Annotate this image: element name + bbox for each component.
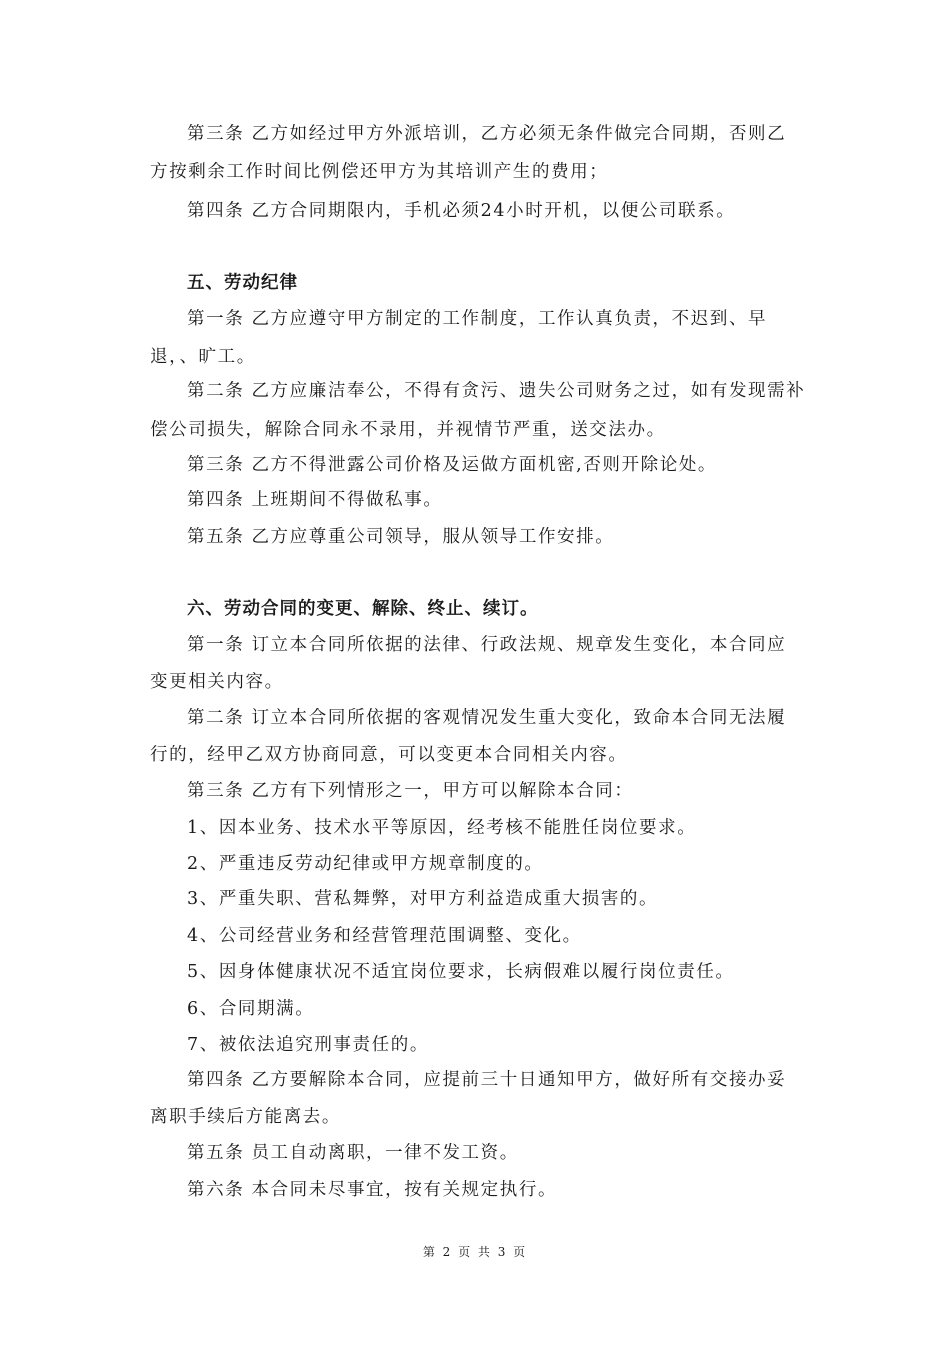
section-heading: 六、劳动合同的变更、解除、终止、续订。 [187,599,539,619]
paragraph-line: 退，、旷工。 [150,347,256,367]
paragraph-line: 离职手续后方能离去。 [150,1107,341,1127]
paragraph-line: 第四条 上班期间不得做私事。 [187,490,443,510]
paragraph-line: 第六条 本合同未尽事宜，按有关规定执行。 [187,1180,558,1200]
paragraph-line: 变更相关内容。 [150,672,284,692]
list-item: 2、严重违反劳动纪律或甲方规章制度的。 [187,854,544,874]
paragraph-line: 第一条 订立本合同所依据的法律、行政法规、规章发生变化，本合同应 [187,635,787,655]
paragraph-line: 第四条 乙方要解除本合同，应提前三十日通知甲方，做好所有交接办妥 [187,1070,787,1090]
paragraph-line: 第五条 乙方应尊重公司领导，服从领导工作安排。 [187,527,615,547]
list-item: 1、因本业务、技术水平等原因，经考核不能胜任岗位要求。 [187,818,697,838]
section-heading: 五、劳动纪律 [187,273,298,293]
list-item: 7、被依法追究刑事责任的。 [187,1035,429,1055]
paragraph-line: 第二条 乙方应廉洁奉公，不得有贪污、遗失公司财务之过，如有发现需补 [187,381,806,401]
paragraph-line: 第五条 员工自动离职，一律不发工资。 [187,1143,519,1163]
list-item: 6、合同期满。 [187,999,315,1019]
paragraph-line: 方按剩余工作时间比例偿还甲方为其培训产生的费用； [150,162,609,182]
paragraph-line: 第三条 乙方不得泄露公司价格及运做方面机密,否则开除论处。 [187,455,718,475]
paragraph-line: 第一条 乙方应遵守甲方制定的工作制度，工作认真负责，不迟到、早 [187,309,768,329]
paragraph-line: 第二条 订立本合同所依据的客观情况发生重大变化，致命本合同无法履 [187,708,787,728]
paragraph-line: 偿公司损失，解除合同永不录用，并视情节严重，送交法办。 [150,420,666,440]
paragraph-line: 第三条 乙方有下列情形之一，甲方可以解除本合同： [187,781,634,801]
list-item: 3、严重失职、营私舞弊，对甲方利益造成重大损害的。 [187,889,659,909]
list-item: 5、因身体健康状况不适宜岗位要求，长病假难以履行岗位责任。 [187,962,735,982]
paragraph-line: 第三条 乙方如经过甲方外派培训，乙方必须无条件做完合同期，否则乙 [187,124,787,144]
page-number-footer: 第 2 页 共 3 页 [422,1245,528,1259]
list-item: 4、公司经营业务和经营管理范围调整、变化。 [187,926,582,946]
paragraph-line: 行的，经甲乙双方协商同意，可以变更本合同相关内容。 [150,745,628,765]
paragraph-line: 第四条 乙方合同期限内，手机必须24小时开机，以便公司联系。 [187,201,736,221]
